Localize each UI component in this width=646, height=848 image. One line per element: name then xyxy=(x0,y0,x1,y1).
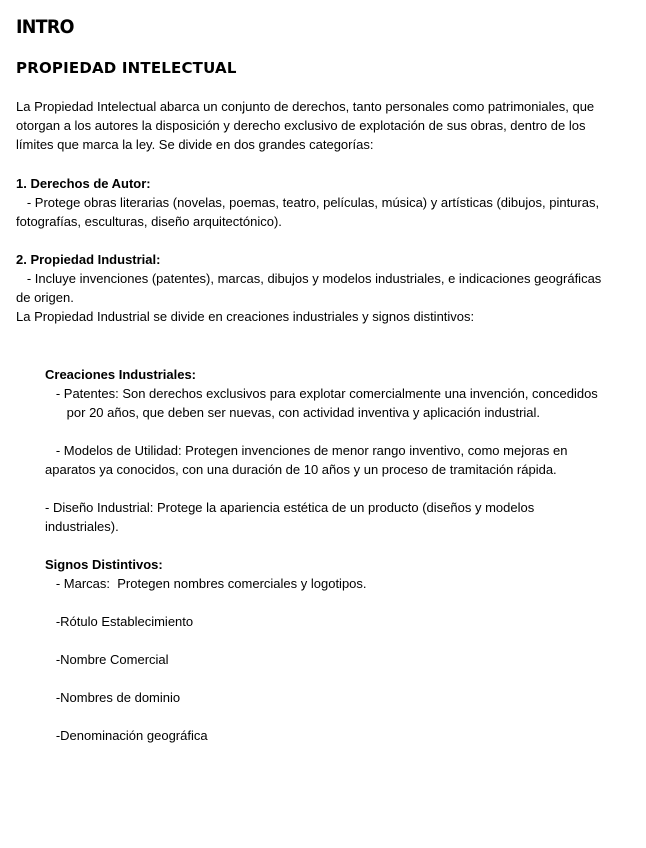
signos-item: -Nombres de dominio xyxy=(45,690,181,705)
intro-line: límites que marca la ley. Se divide en dos grandes categorías: xyxy=(16,137,374,152)
signos-item: - Marcas: Protegen nombres comerciales y logotipos. xyxy=(45,576,367,591)
modelos-line: aparatos ya conocidos, con una duración de 10 años y un proceso de tramitación rápida. xyxy=(45,462,557,477)
intro-line: otorgan a los autores la disposición y derecho exclusivo de explotación de sus obras, dentro de los xyxy=(16,118,586,133)
intro-line: La Propiedad Intelectual abarca un conjunto de derechos, tanto personales como patrimoniales, que xyxy=(16,99,595,114)
patentes-line: - Patentes: Son derechos exclusivos para explotar comercialmente una invención, concedidos xyxy=(45,386,598,401)
diseno-line: industriales). xyxy=(45,519,119,534)
page-heading: INTRO xyxy=(16,16,74,38)
section1-line: - Protege obras literarias (novelas, poemas, teatro, películas, música) y artísticas (dibujos, pinturas, xyxy=(16,195,600,210)
section2-line: - Incluye invenciones (patentes), marcas, dibujos y modelos industriales, e indicaciones geográficas xyxy=(16,271,602,286)
page-subheading: PROPIEDAD INTELECTUAL xyxy=(16,59,237,77)
section2-title: 2. Propiedad Industrial: xyxy=(16,252,161,267)
creaciones-title: Creaciones Industriales: xyxy=(45,367,196,382)
section2-line: La Propiedad Industrial se divide en creaciones industriales y signos distintivos: xyxy=(16,309,475,324)
signos-item: -Denominación geográfica xyxy=(45,728,208,743)
signos-item: -Rótulo Establecimiento xyxy=(45,614,194,629)
diseno-line: - Diseño Industrial: Protege la apariencia estética de un producto (diseños y modelos xyxy=(45,500,535,515)
patentes-line: por 20 años, que deben ser nuevas, con actividad inventiva y aplicación industrial. xyxy=(45,405,541,420)
section2-line: de origen. xyxy=(16,290,74,305)
signos-title: Signos Distintivos: xyxy=(45,557,163,572)
section1-title: 1. Derechos de Autor: xyxy=(16,176,151,191)
section1-line: fotografías, esculturas, diseño arquitectónico). xyxy=(16,214,282,229)
modelos-line: - Modelos de Utilidad: Protegen invenciones de menor rango inventivo, como mejoras en xyxy=(45,443,568,458)
signos-item: -Nombre Comercial xyxy=(45,652,169,667)
